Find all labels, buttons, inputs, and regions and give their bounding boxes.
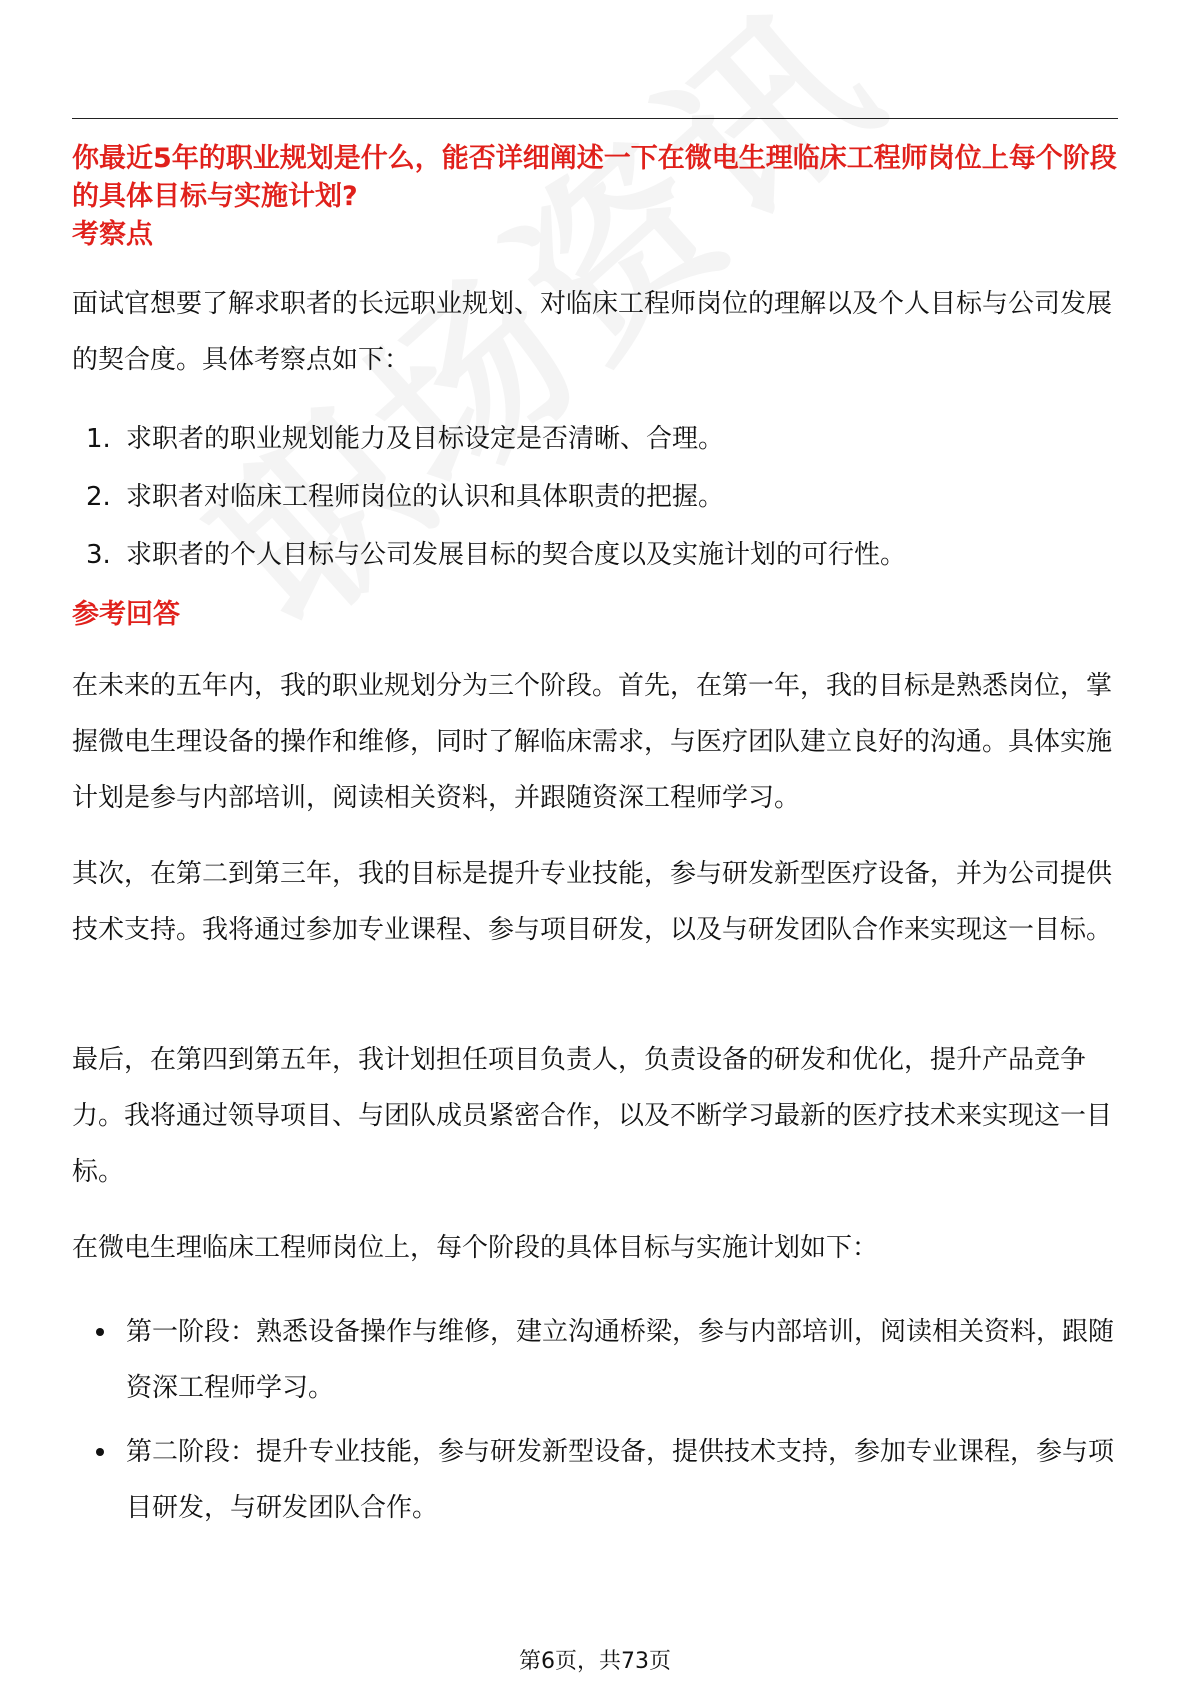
list-item	[96, 1304, 1116, 1416]
list-item-text: 第一阶段：熟悉设备操作与维修，建立沟通桥梁，参与内部培训，阅读相关资料，跟随资深工程师学习。	[126, 1317, 1115, 1403]
list-item	[86, 410, 1106, 468]
list-number: 1.	[86, 424, 111, 454]
intro-paragraph: 面试官想要了解求职者的长远职业规划、对临床工程师岗位的理解以及个人目标与公司发展的契合度。具体考察点如下：	[72, 289, 1113, 375]
stage-list	[96, 1304, 1116, 1536]
page-footer: 第6页，共73页	[519, 1649, 671, 1674]
list-item	[86, 526, 1106, 584]
list-item-text: 求职者的个人目标与公司发展目标的契合度以及实施计划的可行性。	[126, 540, 907, 570]
list-number: 2.	[86, 482, 111, 512]
header-rule	[72, 118, 1118, 119]
list-item-text: 求职者的职业规划能力及目标设定是否清晰、合理。	[126, 424, 725, 454]
list-item	[96, 1424, 1116, 1536]
list-number: 3.	[86, 540, 111, 570]
answer-paragraph-4: 在微电生理临床工程师岗位上，每个阶段的具体目标与实施计划如下：	[72, 1233, 879, 1263]
answer-paragraph-1: 在未来的五年内，我的职业规划分为三个阶段。首先，在第一年，我的目标是熟悉岗位，掌握微电生理设备的操作和维修，同时了解临床需求，与医疗团队建立良好的沟通。具体实施计划是参与内部培训，阅读相关资料，并跟随资深工程师学习。	[72, 671, 1113, 813]
list-item-text: 求职者对临床工程师岗位的认识和具体职责的把握。	[126, 482, 725, 512]
section-heading-assessment: 考察点	[72, 219, 153, 250]
bullet-dot	[96, 1328, 104, 1336]
question-title: 你最近5年的职业规划是什么，能否详细阐述一下在微电生理临床工程师岗位上每个阶段的具体目标与实施计划?	[72, 143, 1117, 212]
answer-paragraph-3: 最后，在第四到第五年，我计划担任项目负责人，负责设备的研发和优化，提升产品竞争力。我将通过领导项目、与团队成员紧密合作，以及不断学习最新的医疗技术来实现这一目标。	[72, 1045, 1113, 1187]
assessment-points-list	[86, 410, 1106, 584]
list-item-text: 第二阶段：提升专业技能，参与研发新型设备，提供技术支持，参加专业课程，参与项目研发，与研发团队合作。	[126, 1437, 1115, 1523]
section-heading-reference-answer: 参考回答	[72, 599, 180, 630]
list-item	[86, 468, 1106, 526]
answer-paragraph-2: 其次，在第二到第三年，我的目标是提升专业技能，参与研发新型医疗设备，并为公司提供技术支持。我将通过参加专业课程、参与项目研发，以及与研发团队合作来实现这一目标。	[72, 859, 1113, 945]
bullet-dot	[96, 1448, 104, 1456]
